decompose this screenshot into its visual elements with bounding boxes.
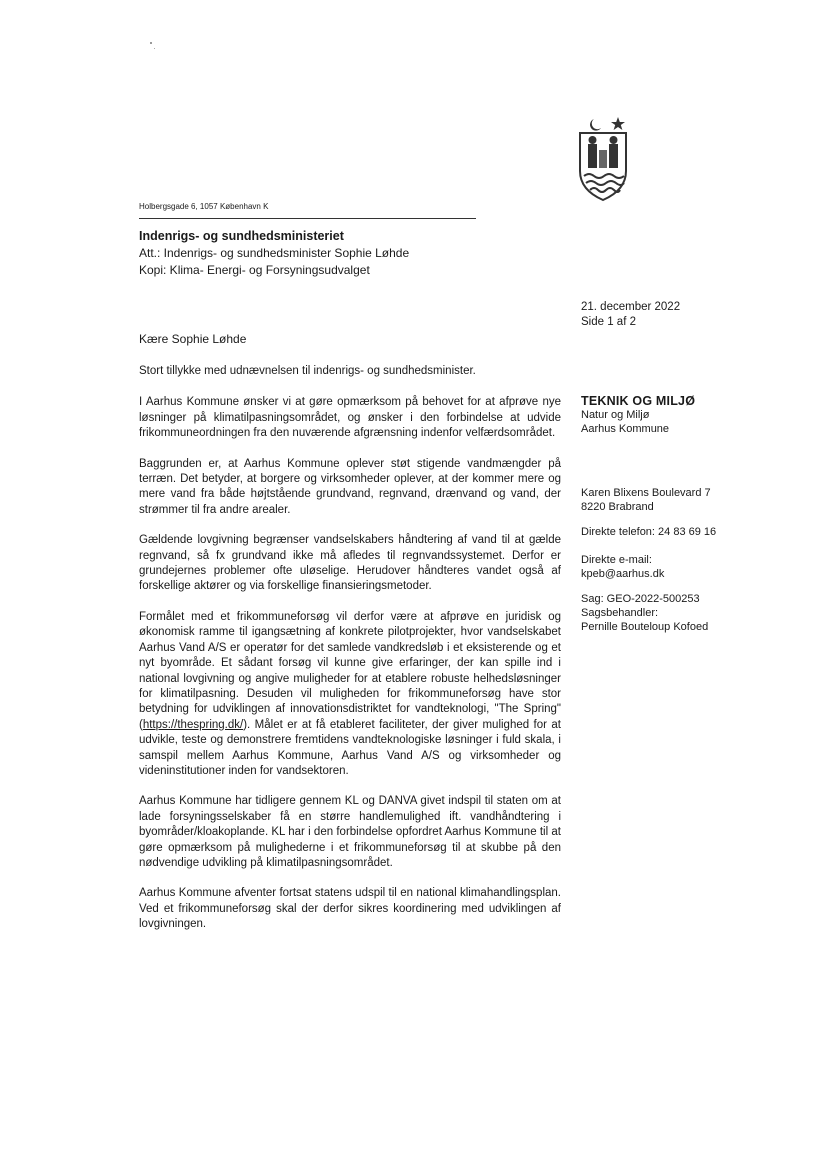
address-divider xyxy=(139,218,476,219)
sender-street: Karen Blixens Boulevard 7 xyxy=(581,487,711,499)
the-spring-link[interactable]: https://thespring.dk/ xyxy=(142,718,244,731)
sender-city: 8220 Brabrand xyxy=(581,501,654,513)
sender-department: TEKNIK OG MILJØ xyxy=(581,394,696,408)
date-block xyxy=(581,300,680,330)
recipient-name: Indenrigs- og sundhedsministeriet xyxy=(139,229,344,243)
letter-body xyxy=(139,364,561,948)
page-number: Side 1 af 2 xyxy=(581,316,636,328)
recipient-attention: Att.: Indenrigs- og sundhedsminister Sophie Løhde xyxy=(139,246,410,260)
scan-speck xyxy=(154,48,155,49)
sender-unit: Natur og Miljø xyxy=(581,409,650,421)
sender-municipality: Aarhus Kommune xyxy=(581,423,670,435)
sender-email-label: Direkte e-mail: xyxy=(581,554,652,566)
case-handler-name: Pernille Bouteloup Kofoed xyxy=(581,621,709,633)
sender-email[interactable]: kpeb@aarhus.dk xyxy=(581,568,665,580)
letter-date: 21. december 2022 xyxy=(581,301,681,313)
return-address: Holbergsgade 6, 1057 København K xyxy=(139,202,269,211)
salutation: Kære Sophie Løhde xyxy=(139,332,247,346)
purpose-text-end: ). Målet er at få etableret faciliteter, der giver mulighed for at udvikle, teste og demonstrere fremtidens vandteknologiske løsninger i fuld skala, i samspil mellem Aarhus Kommune, Aarhus Vand A/S og virksomheder og videninstitutioner inden for vandsektoren. xyxy=(139,718,561,777)
recipient-copy: Kopi: Klima- Energi- og Forsyningsudvalget xyxy=(139,263,370,277)
congratulation-line: Stort tillykke med udnævnelsen til indenrigs- og sundhedsminister. xyxy=(139,365,476,377)
paragraph-legislation: Gældende lovgivning begrænser vandselskabers håndtering af vand til at gælde regnvand, så fx grundvand ikke må afledes til regnvandssystemet. Derfor er grundejernes problemer ofte uløselige. Herudover håndteres vandet også af forskellige aktører og via forskellige finansieringsmetoder. xyxy=(139,534,561,593)
recipient-block xyxy=(139,228,409,279)
aarhus-coat-of-arms-logo xyxy=(574,116,632,202)
paragraph-climate-plan: Aarhus Kommune afventer fortsat statens udspil til en national klimahandlingsplan. Ved et frikommuneforsøg skal der derfor sikres koordinering med udviklingen af lovgivningen. xyxy=(139,887,561,931)
sender-phone: Direkte telefon: 24 83 69 16 xyxy=(581,526,717,538)
paragraph-intent: I Aarhus Kommune ønsker vi at gøre opmærksom på behovet for at afprøve nye løsninger på klimatilpasningsområdet, og ønsker i den forbindelse at udvide frikommuneordningen fra den nuværende afgrænsning indenfor velfærdsområdet. xyxy=(139,396,561,440)
paragraph-purpose xyxy=(139,610,561,779)
case-handler-label: Sagsbehandler: xyxy=(581,607,659,619)
sender-sidebar xyxy=(581,394,781,634)
paragraph-background: Baggrunden er, at Aarhus Kommune oplever støt stigende vandmængder på terræn. Det betyder, at borgere og virksomheder oplever, at der kommer mere og mere vand fra både højtstående grundvand, regnvand, drænvand og vand, der strømmer til fra andre arealer. xyxy=(139,457,561,516)
case-number: Sag: GEO-2022-500253 xyxy=(581,593,700,605)
scan-speck xyxy=(150,42,152,44)
purpose-text-start: Formålet med et frikommuneforsøg vil derfor være at afprøve en juridisk og økonomisk ramme til igangsætning af konkrete pilotprojekter, hvor vandselskabet Aarhus Vand A/S er operatør for det samlede vandkredsløb i et eksisterende og et nyt byområde. Et sådant forsøg vil kunne give erfaringer, der kan spille ind i national lovgivning og angive muligheder for at etablere robuste helhedsløsninger for klimatilpasning. Desuden vil muligheden for frikommuneforsøg have stor betydning for udviklingen af innovationsdistriktet for vandteknologi, "The Spring" ( xyxy=(139,610,561,731)
paragraph-previous-input: Aarhus Kommune har tidligere gennem KL og DANVA givet indspil til staten om at lade forsyningsselskaber få en større handlemulighed ift. vandhåndtering i byområder/kloakoplande. KL har i den forbindelse opfordret Aarhus Kommune til at gøre opmærksom på mulighederne i et frikommuneforsøg til at skubbe på den nødvendige udvikling på klimatilpasningsområdet. xyxy=(139,795,561,869)
